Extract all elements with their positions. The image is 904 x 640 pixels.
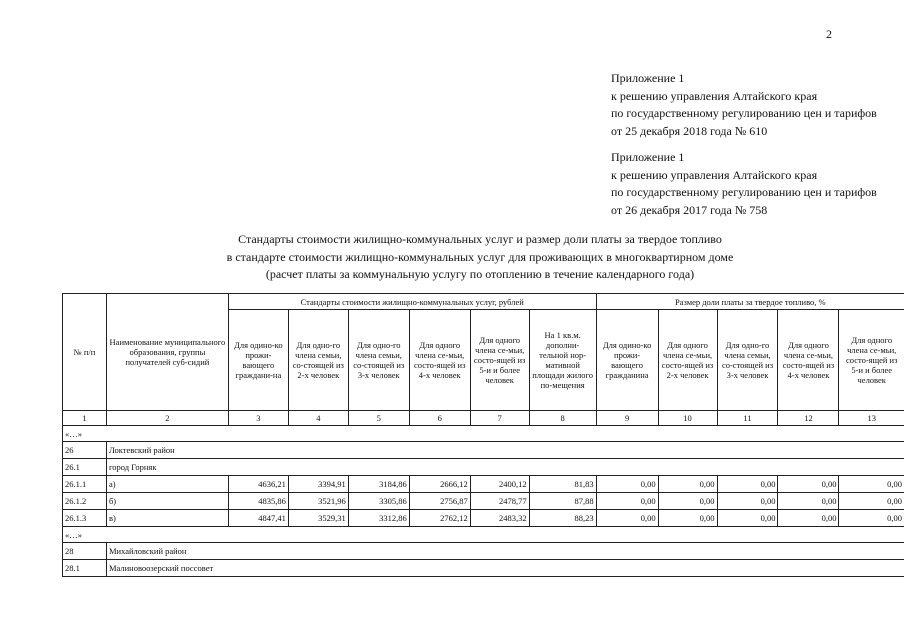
row-number: 28.1 [63, 560, 107, 577]
value-cell: 2478,77 [470, 493, 529, 510]
ellipsis-mark: «…» [63, 527, 904, 543]
header-col-7: Для одного члена се-мьи, состо-ящей из 5-и и более человек [470, 310, 529, 411]
value-cell: 87,88 [529, 493, 596, 510]
ellipsis-row [63, 426, 904, 442]
column-number: 2 [106, 411, 228, 426]
header-name: Наименование муниципального образования, группы получателей суб-сидий [106, 294, 228, 411]
header-number: № п/п [63, 294, 107, 411]
row-number: 26.1.3 [63, 510, 107, 527]
column-number: 9 [596, 411, 658, 426]
header-col-4: Для одно-го члена семьи, со-стоящей из 2-х человек [288, 310, 348, 411]
header-col-12: Для одного члена се-мьи, состо-ящей из 4-х человек [778, 310, 839, 411]
value-cell: 2400,12 [470, 476, 529, 493]
column-number: 12 [778, 411, 839, 426]
column-number: 3 [228, 411, 288, 426]
appendix-line: от 25 декабря 2018 года № 610 [611, 123, 768, 138]
appendix-line: к решению управления Алтайского края [611, 167, 818, 182]
column-number: 5 [348, 411, 409, 426]
column-number: 10 [658, 411, 717, 426]
value-cell: 0,00 [658, 493, 717, 510]
value-cell: 2762,12 [409, 510, 470, 527]
value-cell: 0,00 [596, 476, 658, 493]
page-number: 2 [826, 27, 832, 41]
appendix-line: по государственному регулированию цен и тарифов [611, 106, 877, 120]
table-row [63, 493, 904, 510]
table-row [63, 560, 904, 577]
value-cell: 4847,41 [228, 510, 288, 527]
row-group-label: а) [106, 476, 228, 493]
value-cell: 2483,32 [470, 510, 529, 527]
value-cell: 4835,86 [228, 493, 288, 510]
header-col-3: Для одино-ко прожи-вающего граждани-на [228, 310, 288, 411]
value-cell: 2756,87 [409, 493, 470, 510]
value-cell: 88,23 [529, 510, 596, 527]
value-cell: 4636,21 [228, 476, 288, 493]
table-row [63, 510, 904, 527]
value-cell: 0,00 [839, 476, 904, 493]
title-line: Стандарты стоимости жилищно-коммунальных услуг и размер доли платы за твердое топливо [238, 232, 722, 246]
row-number: 26.1.1 [63, 476, 107, 493]
row-group-label: б) [106, 493, 228, 510]
value-cell: 0,00 [839, 493, 904, 510]
header-col-9: Для одино-ко прожи-вающего гражданина [596, 310, 658, 411]
row-group-label: в) [106, 510, 228, 527]
column-number: 7 [470, 411, 529, 426]
value-cell: 0,00 [596, 493, 658, 510]
header-group-fuel-share: Размер доли платы за твердое топливо, % [596, 294, 904, 310]
value-cell: 2666,12 [409, 476, 470, 493]
header-col-6: Для одного члена се-мьи, состо-ящей из 4-х человек [409, 310, 470, 411]
column-number: 11 [717, 411, 778, 426]
value-cell: 0,00 [778, 510, 839, 527]
row-number: 28 [63, 543, 107, 560]
district-name: Михайловский район [106, 543, 904, 560]
value-cell: 81,83 [529, 476, 596, 493]
column-number-row [63, 411, 904, 426]
title-line: в стандарте стоимости жилищно-коммунальных услуг для проживающих в многоквартирном доме [226, 249, 734, 264]
appendix-line: от 26 декабря 2017 года № 758 [611, 202, 768, 217]
column-number: 13 [839, 411, 904, 426]
table-row [63, 442, 904, 459]
value-cell: 3305,86 [348, 493, 409, 510]
header-col-8: На 1 кв.м. дополни-тельной нор-мативной площади жилого по-мещения [529, 310, 596, 411]
district-name: Локтевский район [106, 442, 904, 459]
value-cell: 0,00 [717, 476, 778, 493]
appendix-line: Приложение 1 [611, 150, 685, 164]
title-line: (расчет платы за коммунальную услугу по отоплению в течение календарного года) [265, 267, 695, 281]
value-cell: 3394,91 [288, 476, 348, 493]
header-col-11: Для одно-го члена семьи, со-стоящей из 3-х человек [717, 310, 778, 411]
column-number: 4 [288, 411, 348, 426]
appendix-line: Приложение 1 [611, 71, 685, 85]
column-number: 6 [409, 411, 470, 426]
standards-table [62, 293, 904, 577]
header-col-10: Для одного члена се-мьи, состо-ящей из 2-х человек [658, 310, 717, 411]
value-cell: 3521,96 [288, 493, 348, 510]
appendix-line: к решению управления Алтайского края [611, 88, 818, 103]
value-cell: 0,00 [778, 493, 839, 510]
document-title [180, 231, 780, 284]
value-cell: 0,00 [596, 510, 658, 527]
value-cell: 0,00 [717, 510, 778, 527]
header-col-5: Для одно-го члена семьи, со-стоящей из 3-х человек [348, 310, 409, 411]
appendix-line: по государственному регулированию цен и тарифов [611, 185, 877, 199]
row-number: 26.1 [63, 459, 107, 476]
row-number: 26 [63, 442, 107, 459]
value-cell: 0,00 [658, 510, 717, 527]
header-group-standards: Стандарты стоимости жилищно-коммунальных услуг, рублей [228, 294, 596, 310]
appendix-block-2017 [611, 149, 877, 219]
value-cell: 0,00 [778, 476, 839, 493]
row-number: 26.1.2 [63, 493, 107, 510]
table-row [63, 543, 904, 560]
value-cell: 0,00 [658, 476, 717, 493]
table-row [63, 476, 904, 493]
table-row [63, 459, 904, 476]
column-number: 8 [529, 411, 596, 426]
value-cell: 3529,31 [288, 510, 348, 527]
appendix-block-2018 [611, 70, 877, 140]
column-number: 1 [63, 411, 107, 426]
ellipsis-mark: «…» [63, 426, 904, 442]
settlement-name: Малиновоозерский поссовет [106, 560, 904, 577]
settlement-name: город Горняк [106, 459, 904, 476]
ellipsis-row [63, 527, 904, 543]
value-cell: 3184,86 [348, 476, 409, 493]
value-cell: 0,00 [717, 493, 778, 510]
header-col-13: Для одного члена се-мьи, состо-ящей из 5-и и более человек [839, 310, 904, 411]
value-cell: 3312,86 [348, 510, 409, 527]
value-cell: 0,00 [839, 510, 904, 527]
